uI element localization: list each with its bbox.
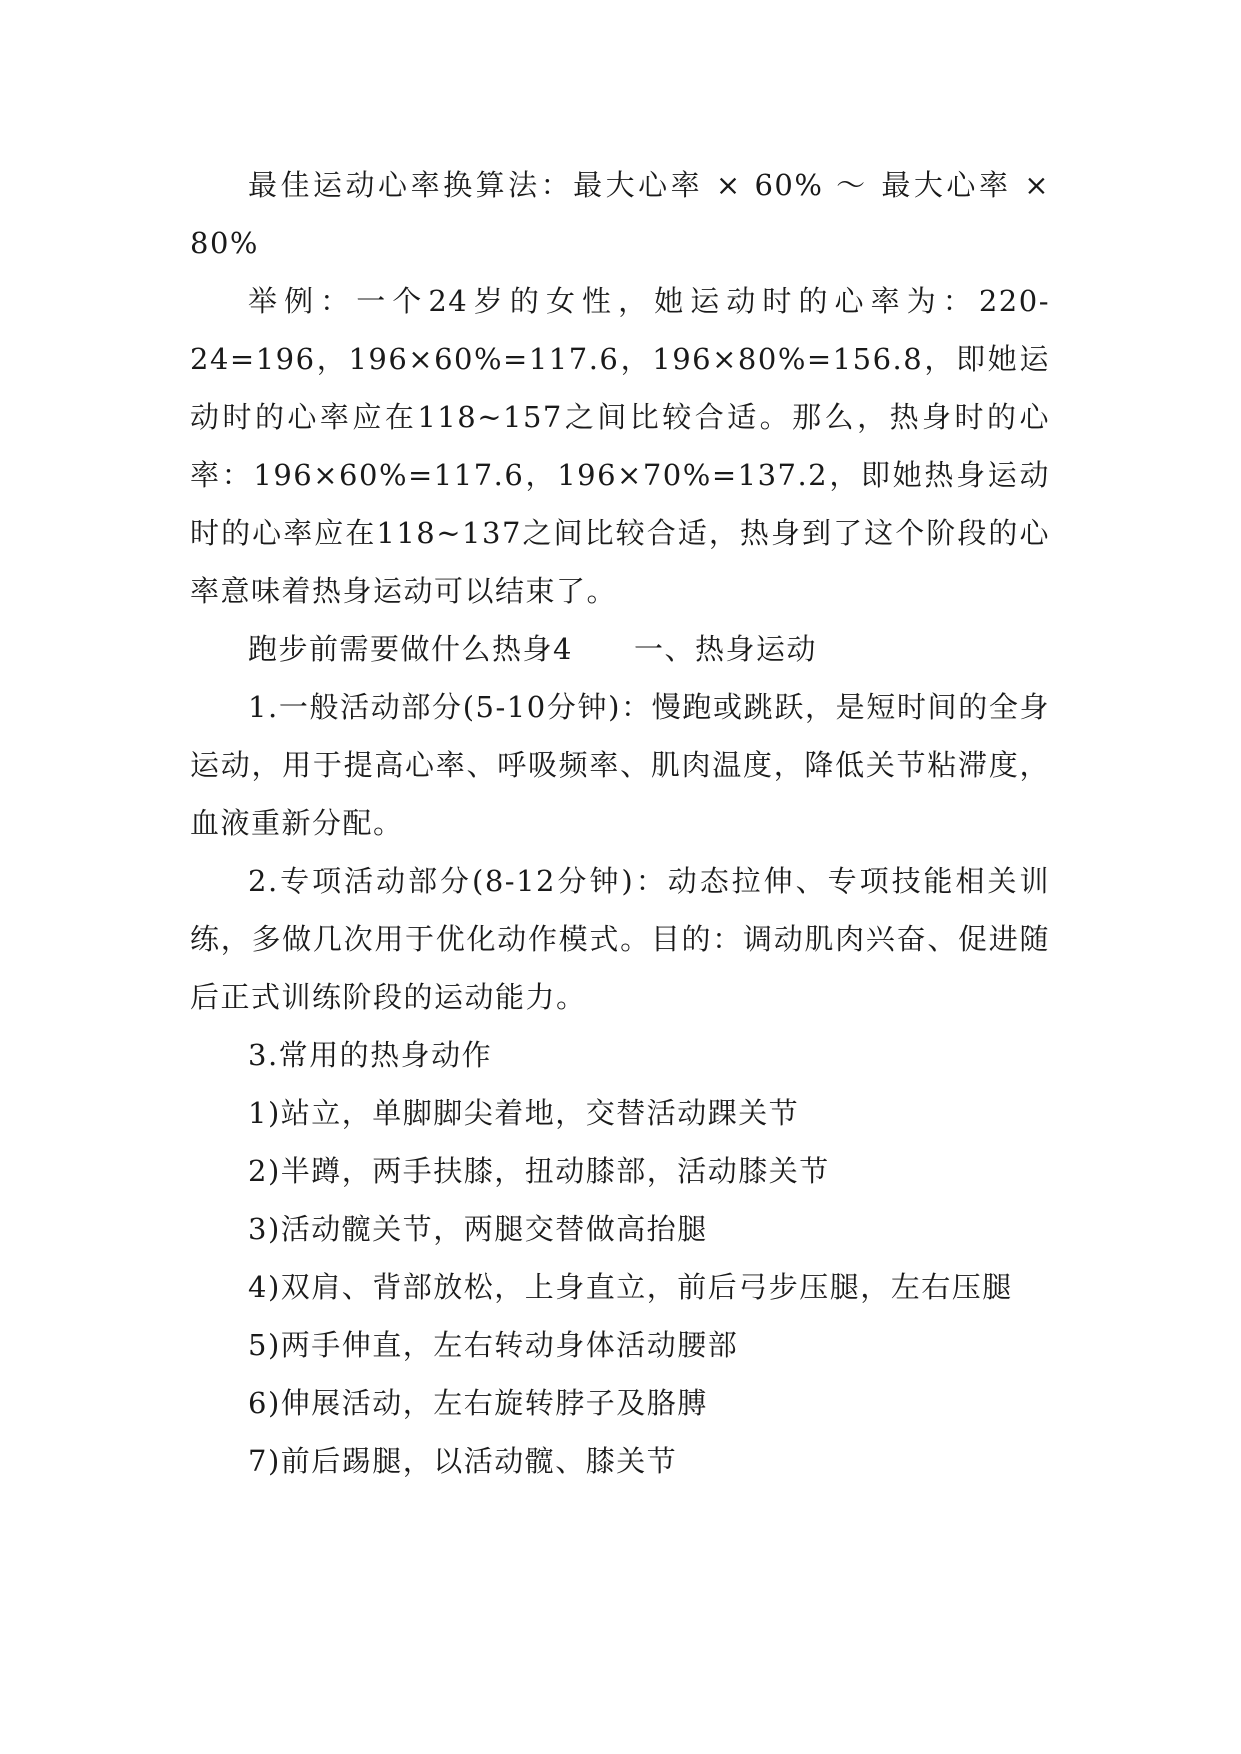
list-item-leg-kicks: 7)前后踢腿，以活动髋、膝关节 [248,1444,678,1478]
paragraph-heart-rate-formula: 最佳运动心率换算法：最大心率 × 60% ～ 最大心率 × 80% [190,168,1050,260]
list-item-neck-arms: 6)伸展活动，左右旋转脖子及胳膊 [248,1386,708,1420]
paragraph-general-activity: 1.一般活动部分(5-10分钟)：慢跑或跳跃，是短时间的全身运动，用于提高心率、呼吸频率、肌肉温度，降低关节粘滞度，血液重新分配。 [190,690,1050,840]
list-item-ankle: 1)站立，单脚脚尖着地，交替活动踝关节 [248,1096,800,1130]
list-item-knee: 2)半蹲，两手扶膝，扭动膝部，活动膝关节 [248,1154,830,1188]
list-item-hip: 3)活动髋关节，两腿交替做高抬腿 [248,1212,708,1246]
paragraph-example: 举例：一个24岁的女性，她运动时的心率为：220-24=196，196×60%=117.6，196×80%=156.8，即她运动时的心率应在118~157之间比较合适。那么，热身时的心率：196×60%=117.6，196×70%=137.2，即她热身运动时的心率应在118~137之间比较合适，热身到了这个阶段的心率意味着热身运动可以结束了。 [190,284,1050,608]
document-body [190,156,1050,1490]
paragraph-common-warmup-title: 3.常用的热身动作 [248,1038,493,1072]
list-item-waist: 5)两手伸直，左右转动身体活动腰部 [248,1328,739,1362]
paragraph-specific-activity: 2.专项活动部分(8-12分钟)：动态拉伸、专项技能相关训练，多做几次用于优化动作模式。目的：调动肌肉兴奋、促进随后正式训练阶段的运动能力。 [190,864,1050,1014]
list-item-shoulders-back: 4)双肩、背部放松，上身直立，前后弓步压腿，左右压腿 [248,1270,1013,1304]
paragraph-section-heading: 跑步前需要做什么热身4 一、热身运动 [248,632,817,666]
